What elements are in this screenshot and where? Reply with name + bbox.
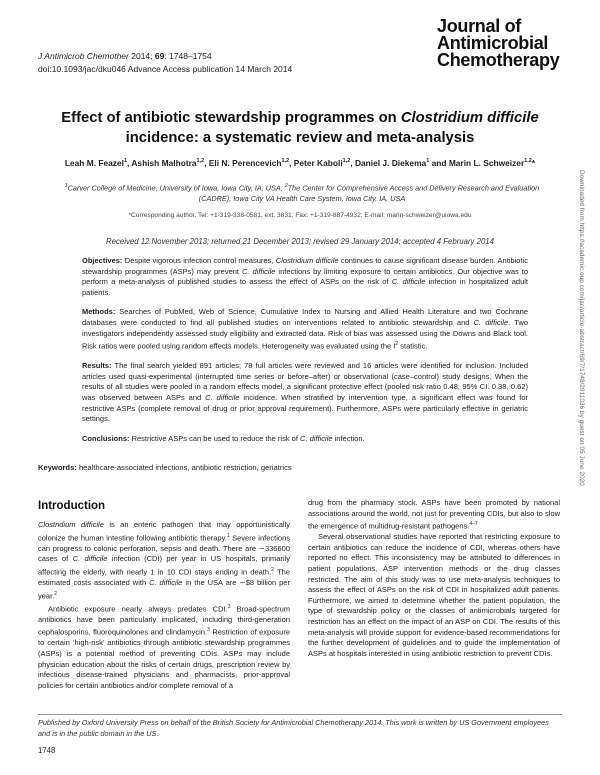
author: Marin L. Schweizer$^{1,2}$* <box>448 158 536 168</box>
paragraph: Several observational studies have reported that restricting exposure to certain antibiotics can reduce the incidence of CDI, whereas others have reported no effect. This inconsistency may be attributed to differences in patient populations, ASP intervention methods or the drug classes restricted. The aim of this study was to use meta-analysis techniques to assess the effect of ASPs on the risk of CDI in hospitalized adult patients. Furthermore, we aimed to determine whether the patient population, the type of stewardship policy or the classes of antimicrobials targeted for restriction has an effect on the impact of an ASP on CDI. The results of this meta-analysis will provide support for evidence-based recommendations for the further development of guidelines and to guide the implementation of ASPs at hospitals interested in using antibiotic restriction to prevent CDIs. <box>308 532 560 658</box>
title-organism: Clostridium difficile <box>400 110 539 126</box>
author-list <box>30 158 570 168</box>
citation-volume: 69 <box>154 51 165 61</box>
citation-pages: : 1748–1754 <box>164 51 212 61</box>
article-title <box>40 108 560 148</box>
received-dates: Received 12 November 2013; returned 21 December 2013; revised 29 January 2014; accepted 4 February 2014 <box>106 237 494 246</box>
abstract-objectives: Objectives: Despite vigorous infection control measures, Clostridium difficile continues to cause significant disease burden. Antibiotic stewardship programmes (ASPs) may prevent C. difficile infections by limiting exposure to certain antibiotics. Our objective was to perform a meta-analysis of published studies to assess the effect of ASPs on the risk of C. difficile infection in hospitalized adult patients. <box>82 256 529 297</box>
author: Ashish Malhotra$^{1,2}$, <box>131 158 209 168</box>
abstract-conclusions: Conclusions: Restrictive ASPs can be used to reduce the risk of C. difficile infection. <box>82 433 365 443</box>
doi-line: doi:10.1093/jac/dku046 Advance Access publication 14 March 2014 <box>38 64 293 74</box>
abstract-methods: Methods: Searches of PubMed, Web of Science, Cumulative Index to Nursing and Allied Health Literature and two Cochrane databases were conducted to find all published studies on interventions related to antibiotic stewardship and C. difficile. Two investigators independently assessed study eligibility and extracted data. Risk of bias was assessed using the Downs and Black tool. Risk ratios were pooled using random effects models. Heterogeneity was evaluated using the $I^2$ statistic. <box>82 307 528 351</box>
section-heading-introduction: Introduction <box>38 500 106 512</box>
logo-line-2: Antimicrobial <box>437 33 549 53</box>
journal-logo <box>437 18 567 69</box>
body-column-right <box>308 498 560 659</box>
title-part-3: incidence: a systematic review and meta-analysis <box>125 130 475 146</box>
paragraph: Antibiotic exposure nearly always predates CDI.$^3$ Broad-spectrum antibiotics have been particularly implicated, including third-generation cephalosporins, fluoroquinolones and clindamycin.$^3$ Restriction of exposure to certain ‘high-risk’ antibiotics through antibiotic stewardship programmes (ASPs) is a potential method of preventing CDIs. ASPs may include physician education about the risks of certain drugs, prescription review by infectious disease-trained physicians and pharmacists, prior-approval policies for certain antibiotics and/or complete removal of a <box>38 603 290 690</box>
abstract-results: Results: The final search yielded 891 articles; 78 full articles were reviewed and 16 articles were identified for inclusion. Included articles used quasi-experimental (interrupted time series or before–after) or observational (case–control) study designs. When the results of all studies were pooled in a random effects model, a significant protective effect (pooled risk ratio 0.48; 95% CI: 0.38, 0.62) was observed between ASPs and C. difficile incidence. When stratified by intervention type, a significant effect was found for restrictive ASPs (complete removal of drug or prior approval requirement). Furthermore, ASPs were particularly effective in geriatric settings. <box>82 361 529 424</box>
citation-year: 2014; <box>131 51 153 61</box>
citation-line <box>38 50 292 63</box>
affiliations: $^1$Carver College of Medicine, University of Iowa, Iowa City, IA, USA; $^2$The Center for Comprehensive Access and Delivery Research and Evaluation (CADRE), Iowa City VA Health Care System, Iowa City, IA, USA <box>64 183 540 204</box>
journal-abbrev: J Antimicrob Chemother <box>38 51 129 61</box>
author: Peter Kaboli$^{1,2}$, <box>293 158 355 168</box>
download-watermark <box>573 170 587 590</box>
paragraph: drug from the pharmacy stock. ASPs have been promoted by national associations around the world, not just for preventing CDIs, but also to slow the emergence of multidrug-resistant pathogens.$^{4-7}$ <box>308 498 560 531</box>
author: Eli N. Perencevich$^{1,2}$, <box>208 158 294 168</box>
journal-citation <box>38 50 292 76</box>
logo-line-1: Journal of <box>437 16 522 36</box>
keywords-label: Keywords: <box>38 463 77 472</box>
author: Daniel J. Diekema$^1$ and <box>354 158 449 168</box>
footer-divider <box>38 714 562 715</box>
keywords-text: healthcare-associated infections, antibiotic restriction, geriatrics <box>76 463 292 472</box>
logo-line-3: Chemotherapy <box>437 50 560 70</box>
publisher-footer: Published by Oxford University Press on behalf of the British Society for Antimicrobial Chemotherapy 2014. This work is written by US Government employees and is in the public domain in the US. <box>38 718 549 738</box>
download-watermark-text: Downloaded from https://academic.oup.com/jac/article-abstract/69/7/1748/2911036 by guest on 05 June 2020 <box>578 170 585 486</box>
keywords <box>38 463 292 472</box>
page-number: 1748 <box>38 746 56 755</box>
author: Leah M. Feazel$^1$, <box>64 158 132 168</box>
title-part-1: Effect of antibiotic stewardship programmes on <box>61 110 401 126</box>
correspondence-note: *Corresponding author. Tel: +1-319-338-0581, ext. 3831; Fax: +1-319-887-4932; E-mail: marin-schweizer@uiowa.edu <box>128 212 472 219</box>
body-column-left <box>38 520 290 691</box>
paragraph: Clostridium difficile is an enteric pathogen that may opportunistically colonize the human intestine following antibiotic therapy.$^1$ Severe infections can progress to colonic perforation, sepsis and death. There are ∼336600 cases of C. difficile infection (CDI) per year in US hospitals, primarily affecting the elderly, with nearly 1 in 10 CDI stays ending in death.$^2$ The estimated costs associated with C. difficile in the USA are ∼$8 billion per year.$^2$ <box>38 520 290 601</box>
abstract <box>82 256 528 453</box>
